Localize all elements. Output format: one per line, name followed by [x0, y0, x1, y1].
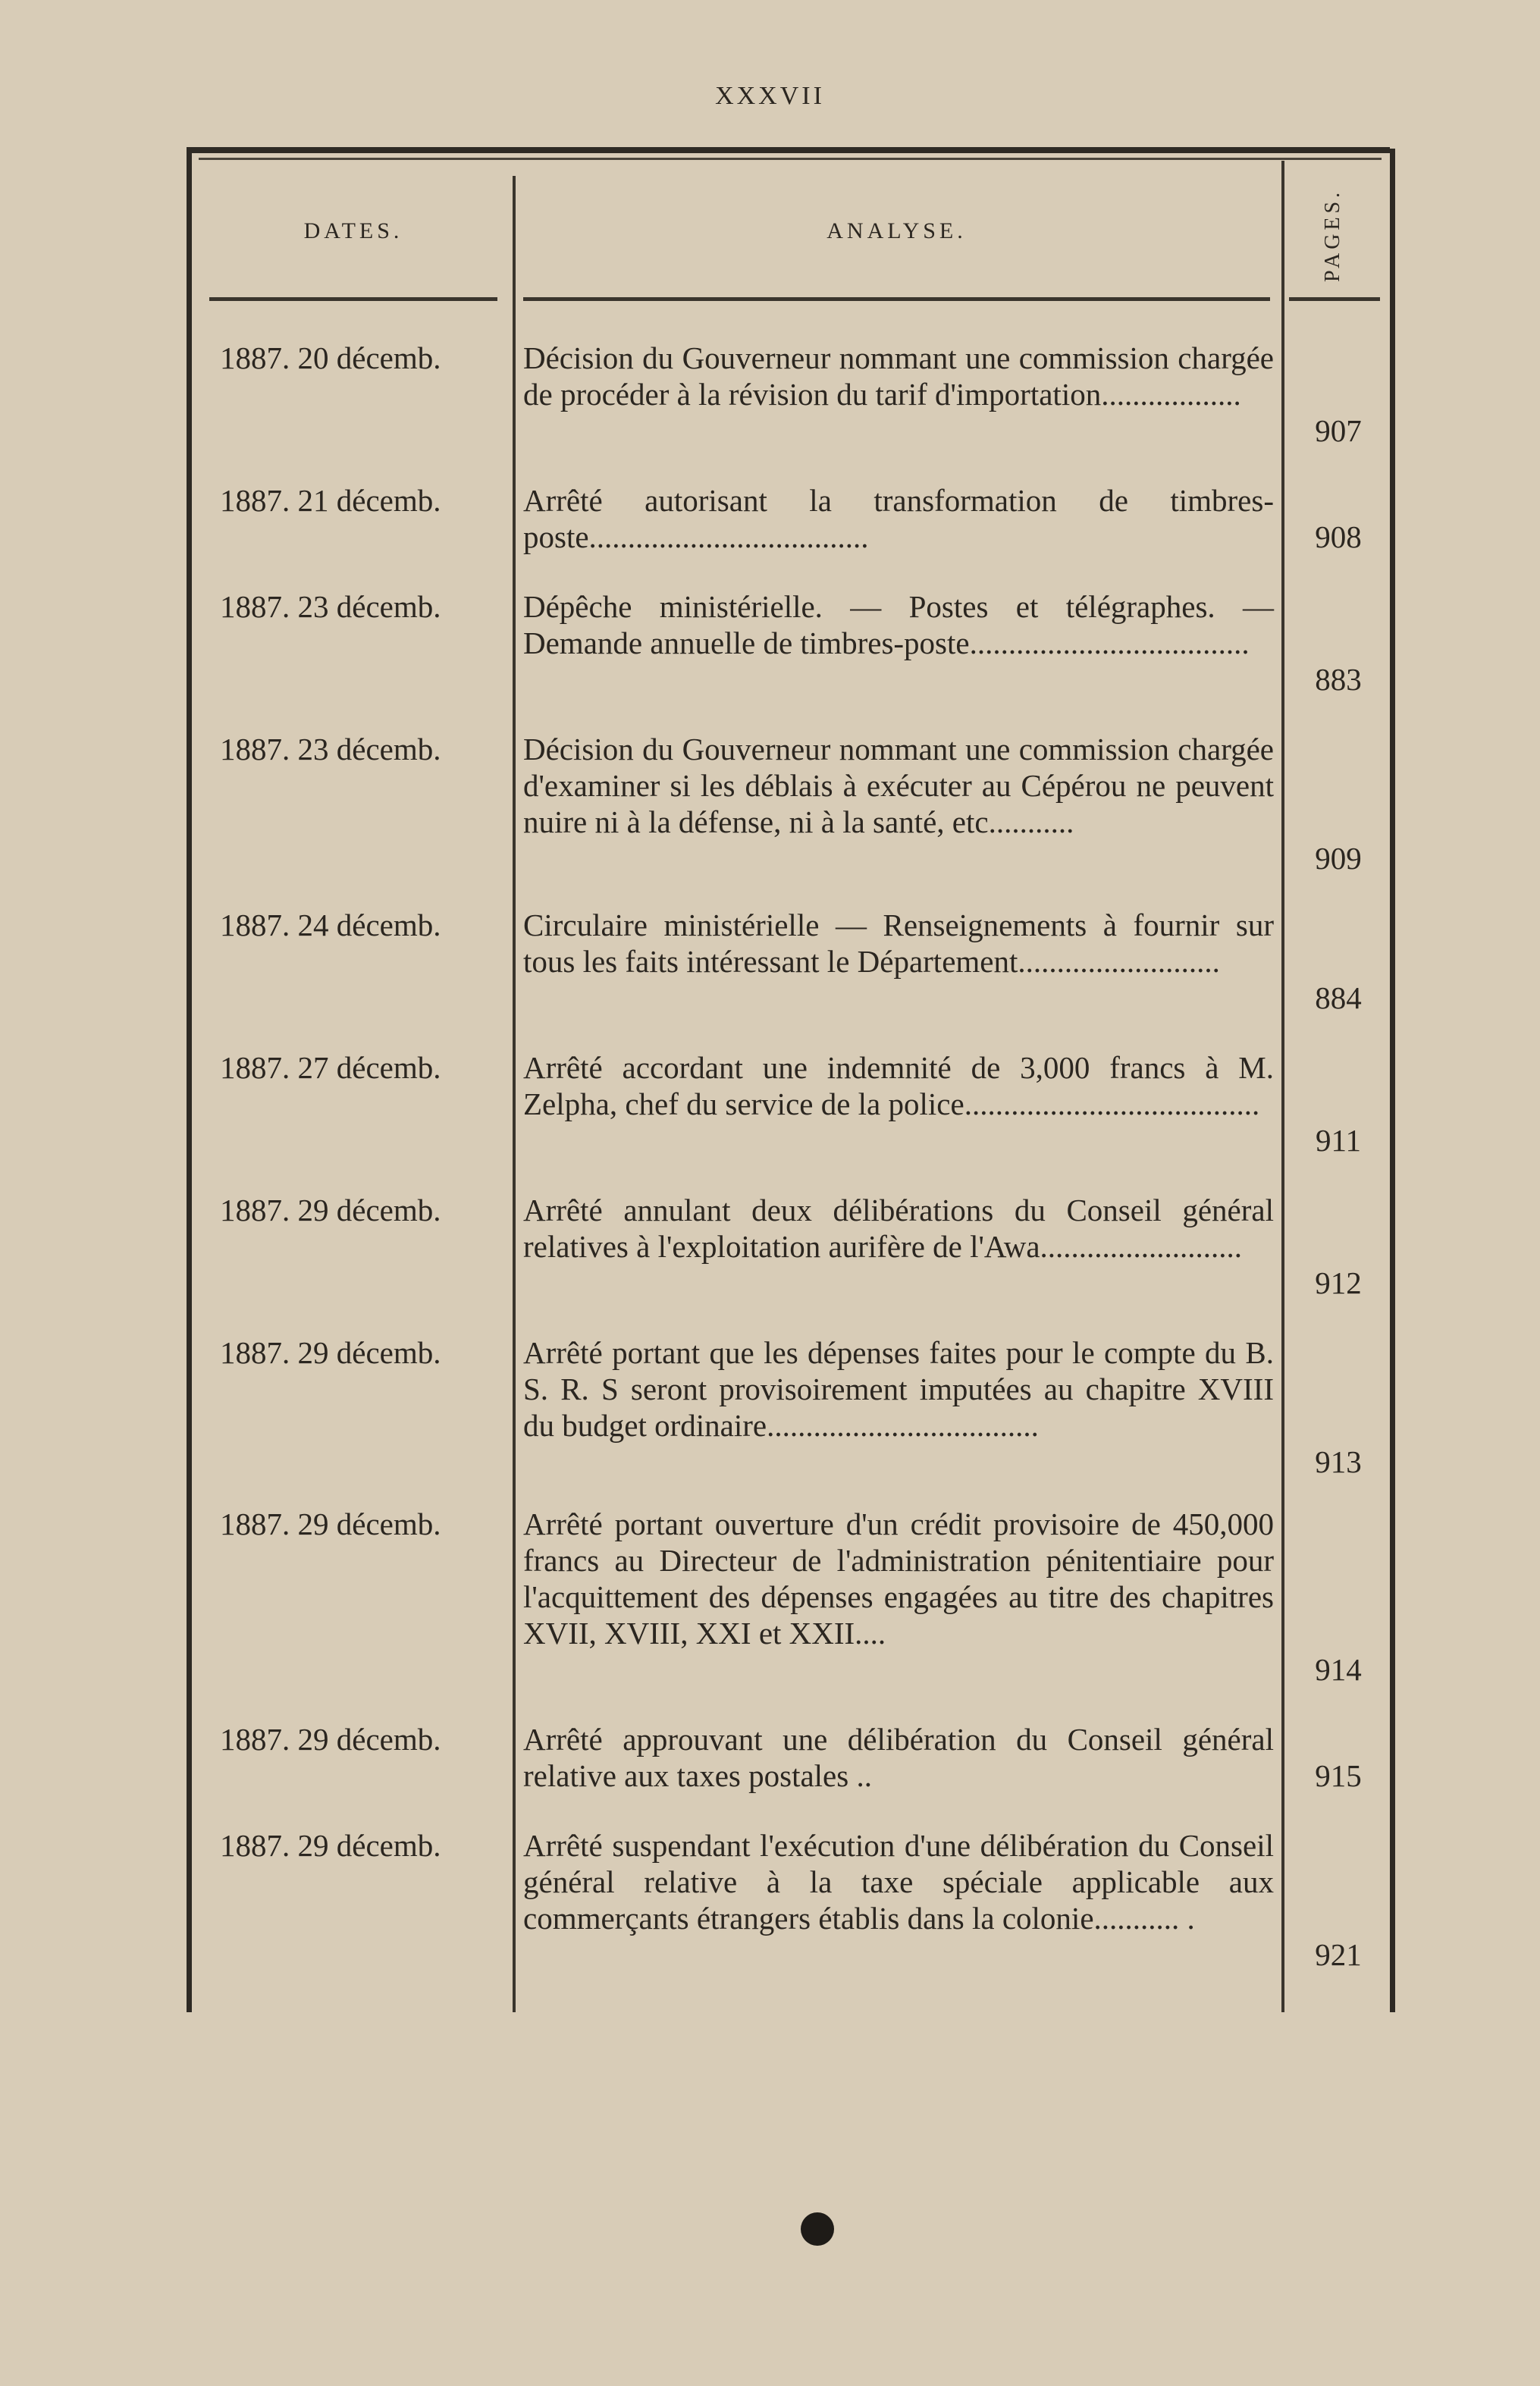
entry-page: 884 — [1315, 980, 1362, 1015]
entry-page: 912 — [1315, 1265, 1362, 1300]
entry-page: 909 — [1315, 841, 1362, 876]
entry-analysis: Décision du Gouverneur nommant une commission chargée de procéder à la révision du tarif d'importation.................. — [523, 340, 1274, 412]
entry-page: 913 — [1315, 1444, 1362, 1479]
column-divider-dates — [513, 176, 516, 2012]
entry-page: 921 — [1315, 1937, 1362, 1972]
header-rule-analyse — [523, 297, 1270, 301]
entry-page: 914 — [1315, 1652, 1362, 1687]
entry-page: 907 — [1315, 413, 1362, 448]
entry-date: 1887. 23 décemb. — [220, 589, 441, 624]
entry-date: 1887. 29 décemb. — [220, 1828, 441, 1863]
entry-date: 1887. 29 décemb. — [220, 1193, 441, 1227]
entry-analysis: Arrêté accordant une indemnité de 3,000 francs à M. Zelpha, chef du service de la police...................................... — [523, 1050, 1274, 1121]
entry-analysis: Décision du Gouverneur nommant une commission chargée d'examiner si les déblais à exécuter au Cépérou ne peuvent nuire ni à la défense, ni à la santé, etc........... — [523, 732, 1274, 839]
entry-analysis: Arrêté autorisant la transformation de timbres-poste.................................... — [523, 483, 1274, 554]
header-pages: PAGES. — [1321, 188, 1344, 282]
entry-page: 915 — [1315, 1758, 1362, 1793]
entry-date: 1887. 20 décemb. — [220, 340, 441, 375]
entry-analysis: Arrêté approuvant une délibération du Conseil général relative aux taxes postales .. — [523, 1722, 1274, 1793]
entry-date: 1887. 21 décemb. — [220, 483, 441, 518]
ink-blot — [801, 2212, 834, 2246]
entry-date: 1887. 29 décemb. — [220, 1722, 441, 1757]
entry-date: 1887. 29 décemb. — [220, 1507, 441, 1541]
column-divider-pages — [1281, 161, 1284, 2012]
entry-page: 911 — [1316, 1123, 1361, 1158]
entry-page: 908 — [1315, 519, 1362, 554]
entry-page: 883 — [1315, 662, 1362, 697]
entry-analysis: Arrêté portant ouverture d'un crédit provisoire de 450,000 francs au Directeur de l'administration pénitentiaire pour l'acquittement des dépenses engagées au titre des chapitres XVII, XVIII, XXI et XXII.... — [523, 1507, 1274, 1651]
header-dates: DATES. — [303, 218, 403, 243]
page-number: XXXVII — [715, 82, 825, 110]
header-rule-pages — [1289, 297, 1380, 301]
header-analyse: ANALYSE. — [826, 218, 967, 243]
entry-date: 1887. 27 décemb. — [220, 1050, 441, 1085]
entry-analysis: Arrêté annulant deux délibérations du Conseil général relatives à l'exploitation aurifère de l'Awa.......................... — [523, 1193, 1274, 1264]
entry-analysis: Dépêche ministérielle. — Postes et télégraphes. — Demande annuelle de timbres-poste.................................... — [523, 589, 1274, 660]
header-rule-dates — [209, 297, 497, 301]
entry-date: 1887. 24 décemb. — [220, 908, 441, 942]
entry-analysis: Circulaire ministérielle — Renseignements à fournir sur tous les faits intéressant le Département.......................... — [523, 908, 1274, 979]
entry-date: 1887. 23 décemb. — [220, 732, 441, 767]
entry-analysis: Arrêté suspendant l'exécution d'une délibération du Conseil général relative à la taxe spéciale applicable aux commerçants étrangers établis dans la colonie........... . — [523, 1828, 1274, 1936]
entry-date: 1887. 29 décemb. — [220, 1335, 441, 1370]
entry-analysis: Arrêté portant que les dépenses faites pour le compte du B. S. R. S seront provisoirement imputées au chapitre XVIII du budget ordinaire................................... — [523, 1335, 1274, 1443]
